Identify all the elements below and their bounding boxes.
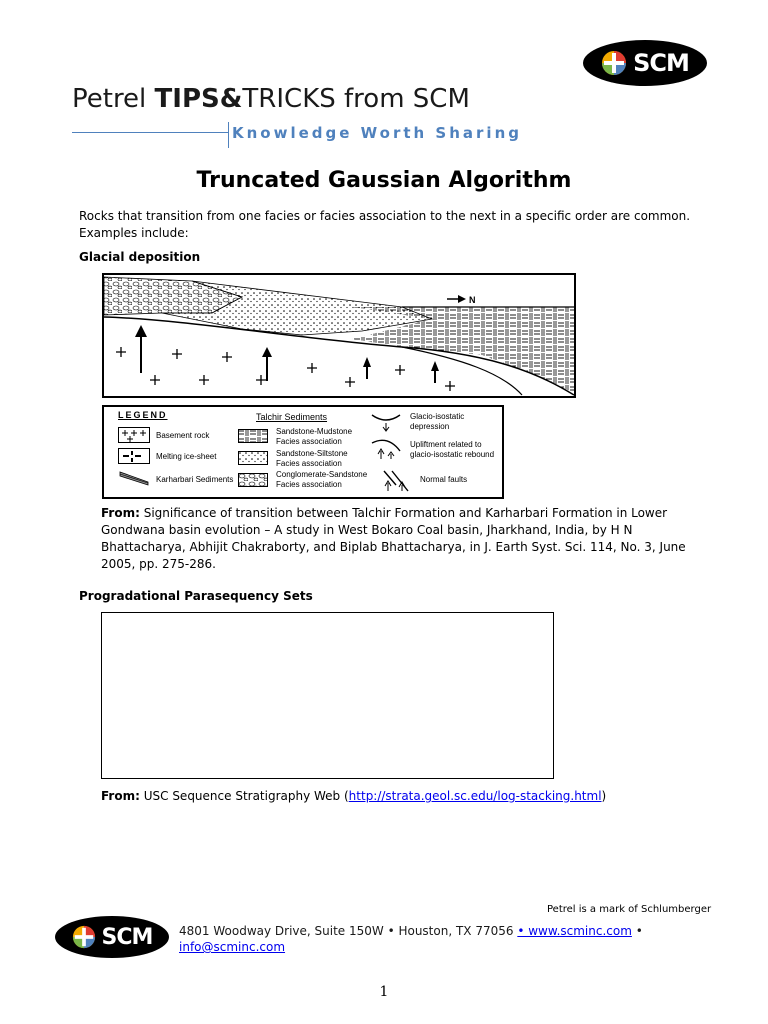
citation-1 [101,505,711,573]
scm-logo-footer [55,916,169,958]
glacial-cross-section-figure [102,273,576,398]
trademark-notice: Petrel is a mark of Schlumberger [547,904,712,915]
scm-logo-text-footer: SCM [101,924,153,950]
legend-uplift-2: glacio-isostatic rebound [410,450,495,459]
footer-website-link[interactable]: • www.scminc.com [517,924,632,938]
citation-2-text: USC Sequence Stratigraphy Web ( [139,789,349,803]
legend-karharbari: Karharbari Sediments [156,475,234,484]
conglomerate-swatch-icon [238,473,268,487]
header-title-suffix: TRICKS from SCM [242,84,470,114]
header-title-bold: TIPS& [154,84,243,114]
footer-address [179,923,709,955]
citation-2 [101,788,711,805]
citation-2-close: ) [601,789,607,803]
north-label: N [469,295,476,305]
legend-ice: Melting ice-sheet [156,452,217,461]
basement-swatch-icon [118,427,150,443]
legend-conglomerate-1: Conglomerate-Sandstone [276,470,368,479]
citation-1-label: From: [101,506,140,520]
figure-legend [102,405,504,499]
citation-2-link[interactable]: http://strata.geol.sc.edu/log-stacking.html [348,789,602,803]
legend-sandstone-siltstone-2: Facies association [276,459,342,468]
header-title-prefix: Petrel [72,84,155,114]
legend-glacio-1: Glacio-isostatic [410,412,465,421]
karharbari-swatch-icon [118,470,150,486]
scm-cross-icon [601,50,627,76]
legend-conglomerate-2: Facies association [276,480,342,489]
legend-basement: Basement rock [156,431,210,440]
scm-cross-icon-footer [72,925,96,949]
depression-symbol-icon [370,411,402,433]
fault-symbol-icon [380,467,416,493]
ice-swatch-icon [118,448,150,464]
legend-talchir: Talchir Sediments [256,412,328,422]
section-heading-progradational: Progradational Parasequency Sets [79,589,313,603]
legend-faults: Normal faults [420,475,468,484]
intro-paragraph: Rocks that transition from one facies or facies association to the next in a specific order are common. Examples include: [79,209,691,240]
mudstone-swatch-icon [238,429,268,443]
page-title: Truncated Gaussian Algorithm [196,168,572,193]
legend-title: LEGEND [118,410,168,420]
footer-email-link[interactable]: info@scminc.com [179,940,286,954]
header-rule-horizontal [72,132,228,133]
scm-logo-text: SCM [633,49,689,77]
legend-glacio-2: depression [410,422,450,431]
legend-sandstone-siltstone-1: Sandstone-Siltstone [276,449,348,458]
citation-1-text: Significance of transition between Talchir Formation and Karharbari Formation in Lower Gondwana basin evolution – A study in West Bokaro Coal basin, Jharkhand, India, by H N Bhattacharya, Abhijit Chakraborty, and Biplab Bhattacharya, in J. Earth Syst. Sci. 114, No. 3, June 2005, pp. 275-286. [101,506,686,571]
legend-sandstone-mudstone-1: Sandstone-Mudstone [276,427,353,436]
header-rule-vertical [228,122,229,148]
legend-sandstone-mudstone-2: Facies association [276,437,342,446]
footer-separator: • [631,924,643,938]
header-tagline: Knowledge Worth Sharing [232,124,522,142]
legend-uplift-1: Upliftment related to [410,440,482,449]
page-number: 1 [379,984,389,1000]
uplift-symbol-icon [370,437,402,461]
footer-address-text: 4801 Woodway Drive, Suite 150W • Houston, TX 77056 [179,924,518,938]
header-title [72,84,470,114]
section-heading-glacial: Glacial deposition [79,250,201,264]
scm-logo-top [583,40,707,86]
siltstone-swatch-icon [238,451,268,465]
citation-2-label: From: [101,789,140,803]
figure-placeholder-box [101,612,554,779]
